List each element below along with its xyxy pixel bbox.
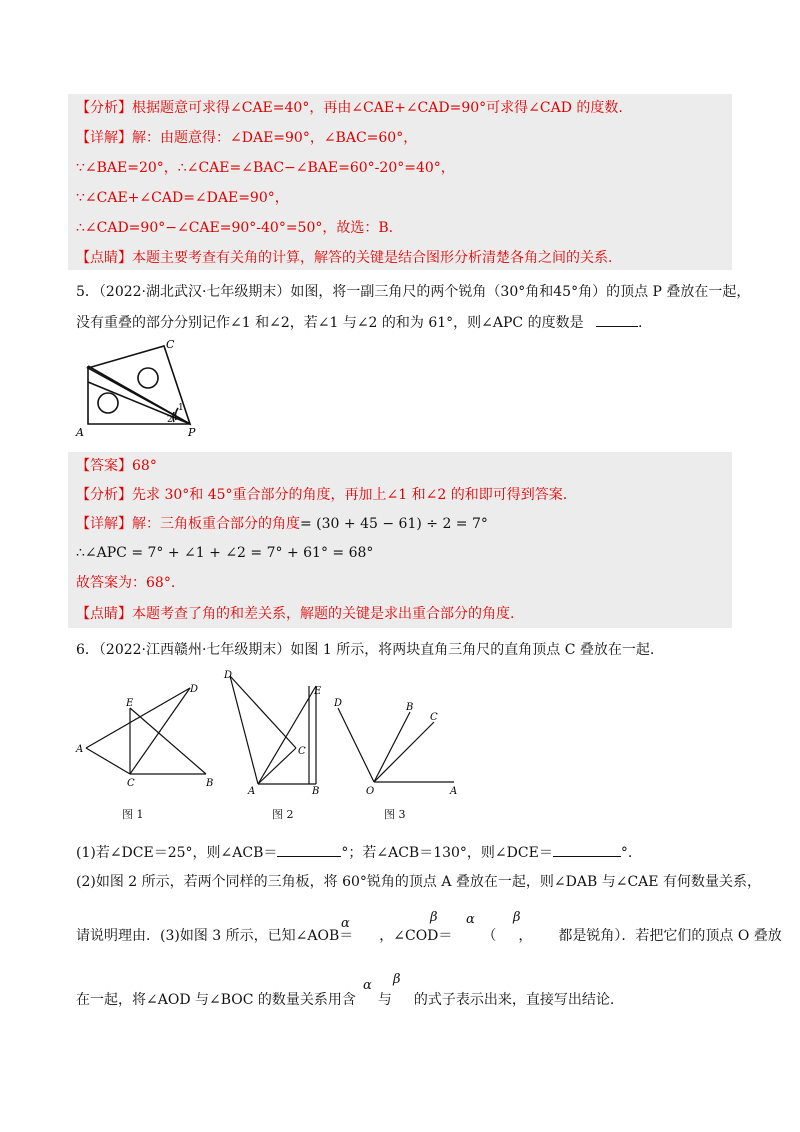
solution-box-q5: [68, 452, 732, 628]
q6-part1-text-a: (1)若∠DCE＝25°，则∠ACB＝: [76, 845, 278, 861]
fig1-label-c: C: [127, 778, 135, 789]
q6-part3-text-f: 在一起，将∠AOD 与∠BOC 的数量关系用含: [76, 992, 356, 1008]
q5-answer-blank[interactable]: [596, 312, 638, 327]
fig1-caption: 图 1: [122, 808, 144, 821]
q5-label-c: C: [166, 340, 175, 351]
q6-part3-text-b: ，∠COD＝: [379, 928, 453, 944]
fig2-label-d: D: [224, 670, 233, 681]
q6-question-line1: 6．（2022·江西赣州·七年级期末）如图 1 所示，将两块直角三角尺的直角顶点 C 叠放在一起.: [76, 642, 655, 658]
fig1-label-a: A: [76, 744, 84, 755]
q4-detail-2: ∵∠BAE=20°，∴∠CAE=∠BAC−∠BAE=60°-20°=40°，: [76, 160, 455, 176]
fig3-label-o: O: [366, 786, 375, 797]
q6-part3-text-g: 与: [377, 992, 392, 1008]
q4-detail-3: ∵∠CAE+∠CAD=∠DAE=90°，: [76, 190, 289, 206]
q5-label-p: P: [188, 426, 196, 439]
q5-answer: 【答案】68°: [76, 458, 157, 474]
q5-detail-1-text: 【详解】解：三角板重合部分的角度: [76, 516, 300, 532]
q5-analysis: 【分析】先求 30°和 45°重合部分的角度，再加上∠1 和∠2 的和即可得到答案.: [76, 487, 568, 503]
fig1-label-e: E: [126, 698, 134, 709]
q5-question-line2: [76, 312, 643, 333]
fig1-label-d: D: [190, 684, 199, 695]
fig2-label-e: E: [314, 686, 322, 697]
q6-part3-text-a: 请说明理由．(3)如图 3 所示，已知∠AOB＝: [76, 928, 354, 944]
q6-figure-3: [328, 690, 468, 800]
q6-part3-text-d: ，: [518, 928, 533, 944]
fig2-caption: 图 2: [272, 808, 294, 821]
q5-detail-1-formula: = (30 + 45 − 61) ÷ 2 = 7°: [300, 516, 488, 532]
fig3-label-a: A: [450, 786, 458, 797]
fig2-label-a: A: [248, 786, 256, 797]
q6-part1-text-b: °；若∠ACB＝130°，则∠DCE＝: [341, 845, 553, 861]
alpha-symbol-3: α: [363, 978, 372, 993]
q5-question-line1: 5．（2022·湖北武汉·七年级期末）如图，将一副三角尺的两个锐角（30°角和45°角）的顶点 P 叠放在一起，: [76, 284, 751, 300]
beta-symbol-1: β: [430, 910, 438, 925]
q6-part3-text-h: 的式子表示出来，直接写出结论.: [413, 992, 615, 1008]
alpha-symbol-2: α: [466, 912, 475, 927]
q6-part3-line2: [76, 990, 614, 1010]
q5-label-a: A: [76, 426, 84, 439]
q6-part3-text-c: （: [482, 928, 497, 944]
q6-figure-1: [72, 680, 222, 800]
beta-symbol-3: β: [393, 972, 401, 987]
q6-part1-blank-2[interactable]: [553, 842, 621, 857]
q5-detail-3: 故答案为：68°.: [76, 575, 176, 591]
q5-comment: 【点睛】本题考查了角的和差关系，解题的关键是求出重合部分的角度.: [76, 606, 515, 622]
q5-label-2: 2: [167, 415, 173, 425]
q4-detail-1: [76, 128, 417, 148]
q5-detail-2: ∴∠APC = 7° + ∠1 + ∠2 = 7° + 61° = 68°: [76, 545, 374, 561]
alpha-symbol-1: α: [341, 916, 350, 931]
beta-symbol-2: β: [513, 910, 521, 925]
fig1-label-b: B: [206, 778, 214, 789]
q6-part1-blank-1[interactable]: [277, 842, 341, 857]
q5-label-1: 1: [178, 403, 184, 413]
q6-part2: (2)如图 2 所示，若两个同样的三角板，将 60°锐角的顶点 A 叠放在一起，则∠DAB 与∠CAE 有何数量关系，: [76, 874, 761, 890]
q5-question-text: 没有重叠的部分分别记作∠1 和∠2，若∠1 与∠2 的和为 61°，则∠APC 的度数是: [76, 315, 584, 331]
q4-detail-4: ∴∠CAD=90°−∠CAE=90°-40°=50°，故选：B.: [76, 220, 394, 236]
fig3-caption: 图 3: [384, 808, 406, 821]
q6-part3-line1: [76, 926, 782, 946]
fig2-label-c: C: [298, 746, 306, 757]
q5-detail-1: [76, 514, 488, 534]
q4-detail-1-text: 【详解】解：由题意得：∠DAE=90°，∠BAC=60°，: [76, 130, 418, 146]
fig3-label-b: B: [406, 702, 414, 713]
q5-figure: [74, 340, 214, 440]
solution-box-q4: [68, 94, 732, 270]
fig3-label-c: C: [430, 712, 438, 723]
q6-part1: [76, 842, 632, 863]
q6-part1-text-c: °.: [620, 845, 633, 861]
q6-figure-2: [222, 668, 342, 798]
fig2-label-b: B: [312, 786, 320, 797]
q6-part3-text-e: 都是锐角）．若把它们的顶点 O 叠放: [558, 928, 782, 944]
q4-comment: 【点睛】本题主要考查有关角的计算，解答的关键是结合图形分析清楚各角之间的关系.: [76, 250, 613, 266]
q5-period: .: [638, 315, 643, 331]
fig3-label-d: D: [334, 698, 343, 709]
q4-analysis: 【分析】根据题意可求得∠CAE=40°，再由∠CAE+∠CAD=90°可求得∠CAD 的度数.: [76, 100, 623, 116]
